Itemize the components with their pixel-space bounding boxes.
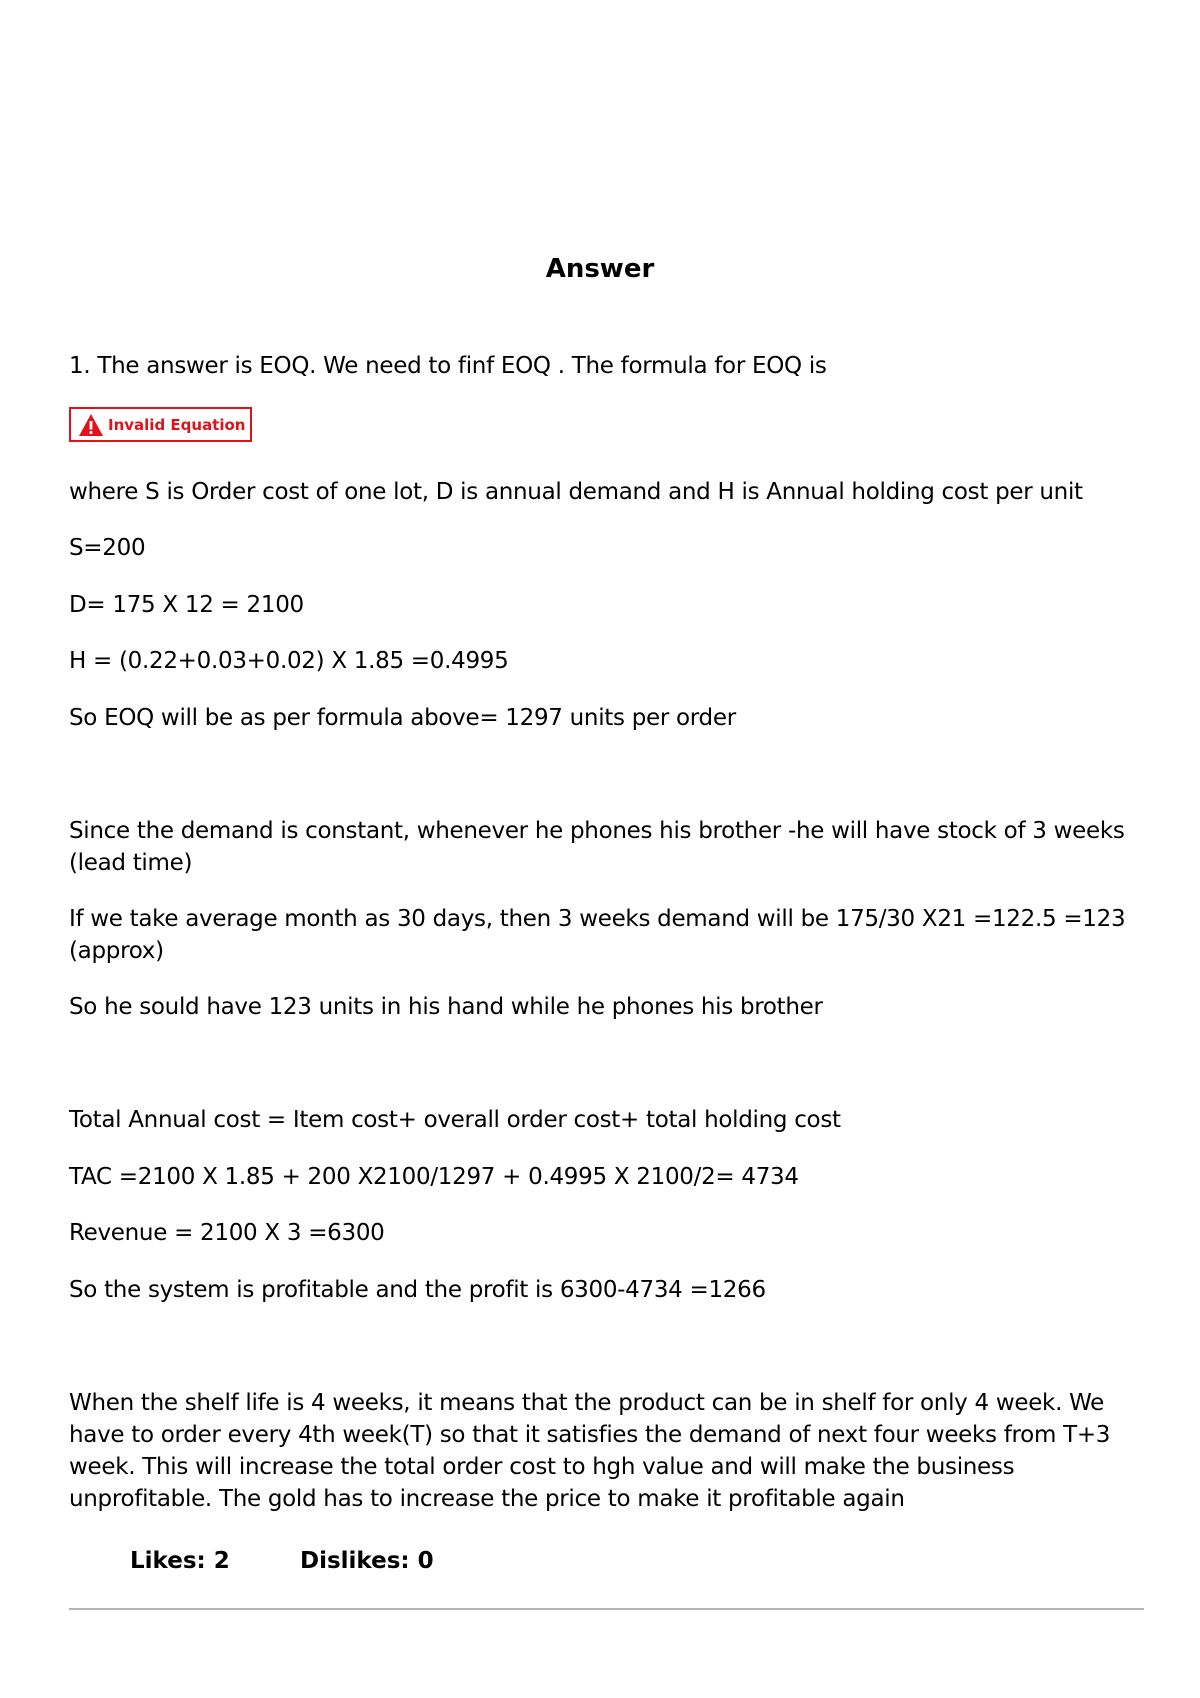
page-title-text: Answer [545, 254, 655, 284]
units-in-hand-text: So he sould have 123 units in his hand while he phones his brother [69, 994, 823, 1020]
vote-counts [130, 1548, 434, 1574]
h-value: H = (0.22+0.03+0.02) X 1.85 =0.4995 [69, 648, 509, 674]
page-title [0, 254, 1200, 294]
lead-time-text: Since the demand is constant, whenever he phones his brother -he will have stock of 3 weeks (lead time) [69, 818, 1125, 876]
eoq-result: So EOQ will be as per formula above= 1297 units per order [69, 705, 736, 731]
definition-text: where S is Order cost of one lot, D is annual demand and H is Annual holding cost per unit [69, 479, 1083, 505]
d-value: D= 175 X 12 = 2100 [69, 592, 304, 618]
revenue-text: Revenue = 2100 X 3 =6300 [69, 1220, 385, 1246]
shelf-life-text: When the shelf life is 4 weeks, it means that the product can be in shelf for only 4 week. We have to order every 4th week(T) so that it satisfies the demand of next four weeks from T+3 week. This will increase the total order cost to hgh value and will make the business unprofitable. The gold has to increase the price to make it profitable again [69, 1390, 1111, 1512]
invalid-equation-badge [69, 407, 252, 442]
divider [69, 1608, 1144, 1610]
s-value: S=200 [69, 535, 146, 561]
intro-text: 1. The answer is EOQ. We need to finf EOQ . The formula for EOQ is [69, 353, 827, 379]
average-month-text: If we take average month as 30 days, then 3 weeks demand will be 175/30 X21 =122.5 =123 (approx) [69, 906, 1126, 964]
total-annual-cost-text: Total Annual cost = Item cost+ overall order cost+ total holding cost [69, 1107, 841, 1133]
likes-count: Likes: 2 [130, 1548, 230, 1574]
profit-text: So the system is profitable and the profit is 6300-4734 =1266 [69, 1277, 766, 1303]
invalid-equation-label: Invalid Equation [108, 415, 246, 434]
dislikes-count: Dislikes: 0 [300, 1548, 434, 1574]
warning-icon [78, 413, 104, 437]
tac-text: TAC =2100 X 1.85 + 200 X2100/1297 + 0.4995 X 2100/2= 4734 [69, 1164, 799, 1190]
